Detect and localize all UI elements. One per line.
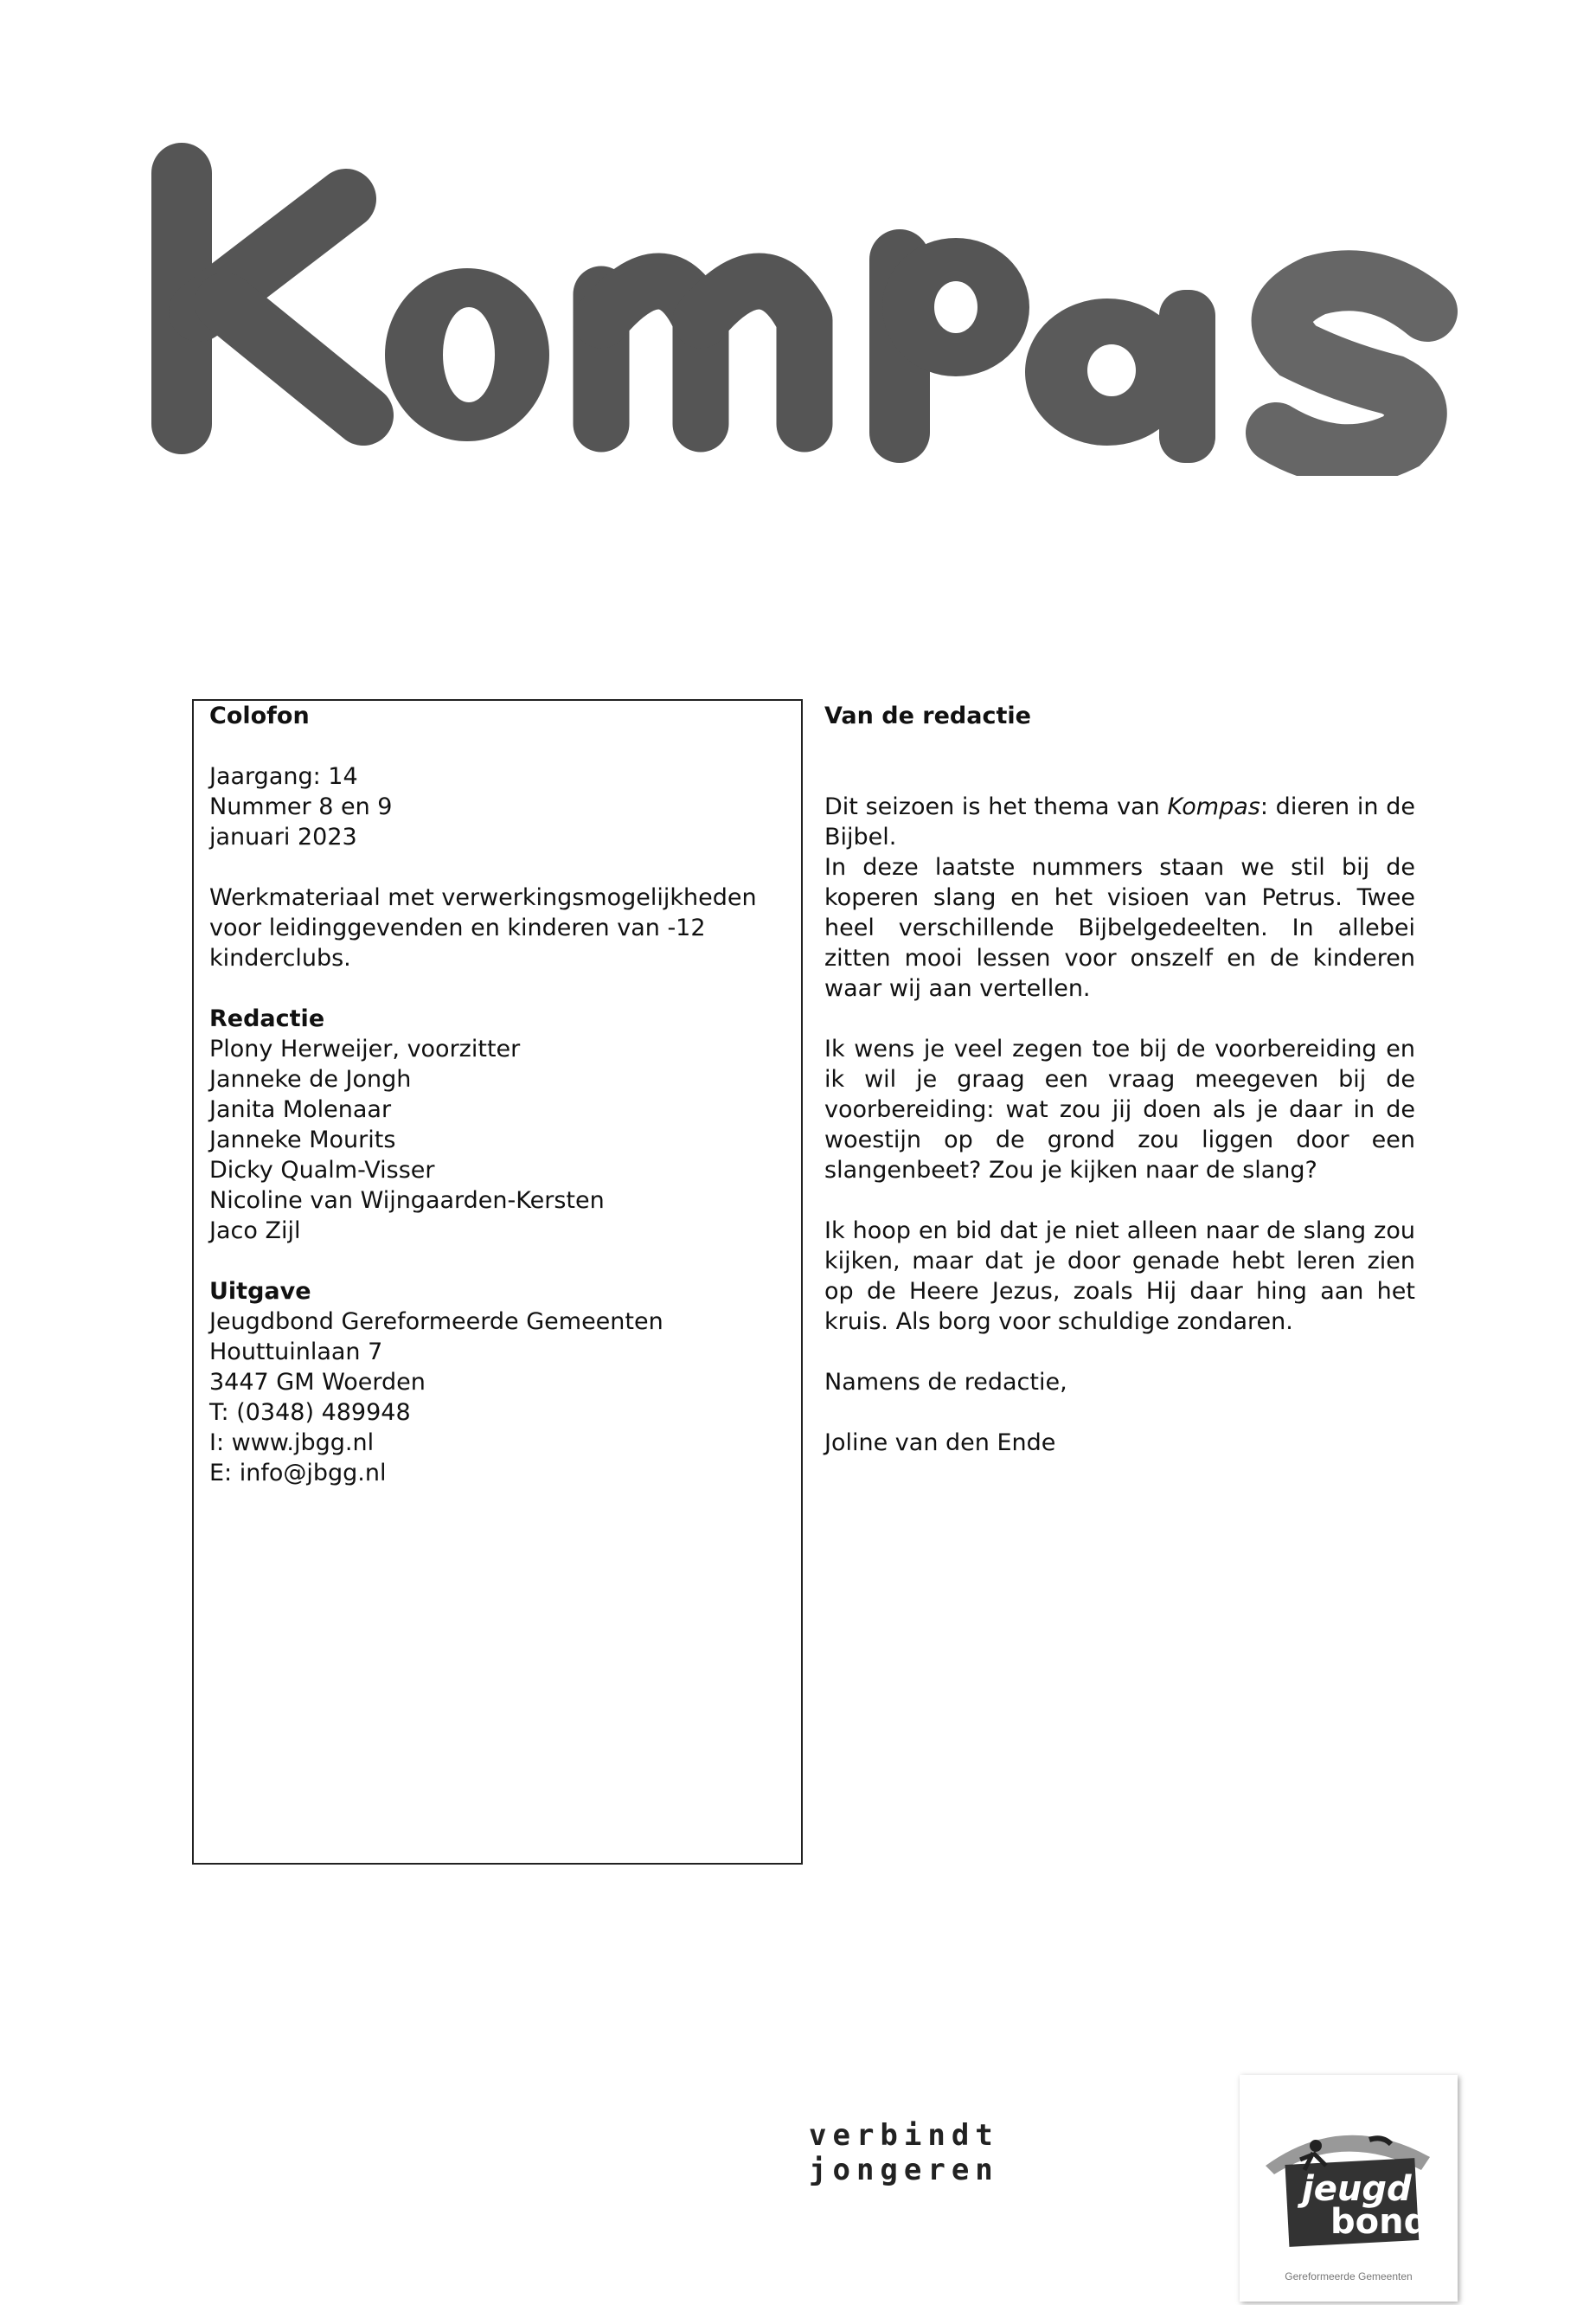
colofon-nummer: Nummer 8 en 9 — [209, 793, 393, 820]
p1-before: Dit seizoen is het thema van — [824, 793, 1168, 820]
colofon-description-line: voor leidinggevenden en kinderen van -12 — [209, 915, 706, 941]
uitgave-line: 3447 GM Woerden — [209, 1369, 426, 1396]
jeugdbond-logo-graphic — [1240, 2075, 1458, 2302]
kompas-logo-graphic — [147, 138, 1471, 476]
colofon-box — [192, 699, 803, 1865]
redactie-column-heading: Van de redactie — [824, 703, 1031, 729]
uitgave-line: Houttuinlaan 7 — [209, 1339, 383, 1365]
uitgave-website[interactable]: I: www.jbgg.nl — [209, 1429, 375, 1456]
redactie-paragraph-2: In deze laatste nummers staan we stil bij de koperen slang en het visioen van Petrus. Twee heel verschillende Bijbelgedeelten. In allebei zitten mooi lessen voor onszelf en de kinderen waar wij aan vertellen. — [824, 854, 1415, 1002]
redactie-heading: Redactie — [209, 1005, 325, 1032]
colofon-jaargang: Jaargang: 14 — [209, 763, 358, 790]
redactie-member: Jaco Zijl — [209, 1217, 301, 1244]
redactie-member: Plony Herweijer, voorzitter — [209, 1036, 521, 1063]
logo-subtitle: Gereformeerde Gemeenten — [1285, 2270, 1413, 2283]
colofon-datum: januari 2023 — [209, 824, 357, 851]
logo-line1: jeugd — [1302, 2169, 1412, 2209]
redactie-column — [824, 701, 1415, 1458]
uitgave-line: Jeugdbond Gereformeerde Gemeenten — [209, 1308, 663, 1335]
p1-after: : dieren in de Bijbel. — [824, 793, 1415, 851]
redactie-member: Dicky Qualm-Visser — [209, 1157, 435, 1184]
redactie-member: Janneke Mourits — [209, 1127, 396, 1153]
redactie-closing: Namens de redactie, — [824, 1369, 1067, 1396]
uitgave-heading: Uitgave — [209, 1278, 311, 1305]
logo-line2: bond — [1330, 2202, 1429, 2242]
colofon-description-line: kinderclubs. — [209, 945, 351, 972]
redactie-paragraph-4: Ik hoop en bid dat je niet alleen naar de slang zou kijken, maar dat je door genade hebt leren zien op de Heere Jezus, zoals Hij daar hing aan het kruis. Als borg voor schuldige zondaren. — [824, 1217, 1415, 1335]
jeugdbond-logo — [1240, 2075, 1458, 2302]
redactie-paragraph-3: Ik wens je veel zegen toe bij de voorbereiding en ik wil je graag een vraag meegeven bij de voorbereiding: wat zou jij doen als je daar in de woestijn op de grond zou liggen door een slangenbeet? Zou je kijken naar de slang? — [824, 1036, 1415, 1184]
uitgave-email[interactable]: E: info@jbgg.nl — [209, 1460, 387, 1486]
redactie-signature: Joline van den Ende — [824, 1429, 1056, 1456]
colofon-heading: Colofon — [209, 703, 310, 729]
kompas-logo — [147, 138, 1471, 476]
p1-italic: Kompas — [1167, 793, 1260, 820]
uitgave-phone: T: (0348) 489948 — [209, 1399, 411, 1426]
footer-slogan: verbindt jongeren — [809, 2118, 999, 2187]
redactie-member: Nicoline van Wijngaarden-Kersten — [209, 1187, 605, 1214]
redactie-paragraph-1 — [824, 792, 1415, 852]
colofon-description-line: Werkmateriaal met verwerkingsmogelijkheden — [209, 884, 757, 911]
redactie-member: Janneke de Jongh — [209, 1066, 412, 1093]
redactie-member: Janita Molenaar — [209, 1096, 392, 1123]
